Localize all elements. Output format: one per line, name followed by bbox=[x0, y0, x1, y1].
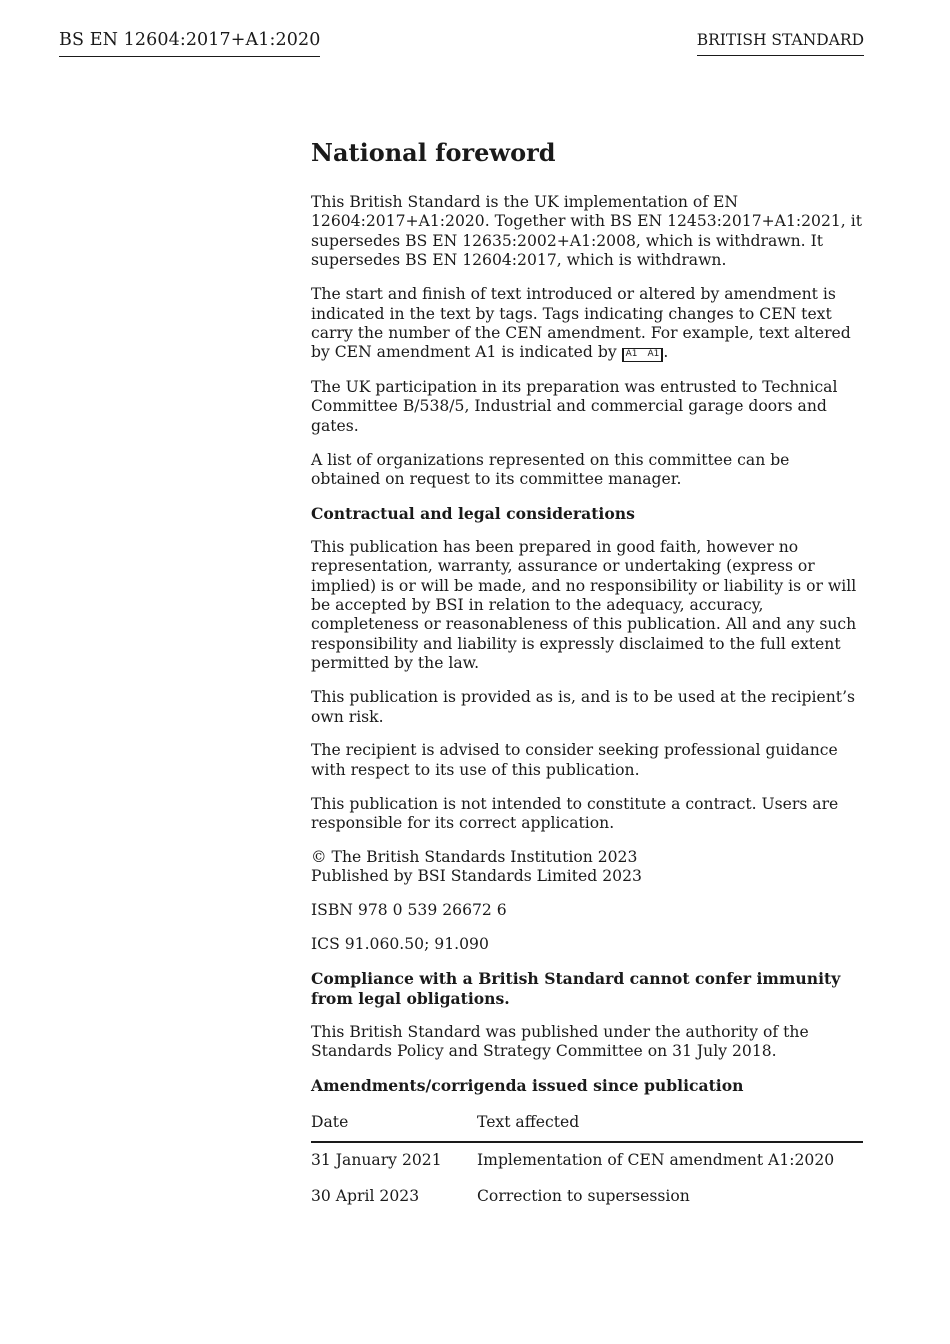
published-by-line: Published by BSI Standards Limited 2023 bbox=[311, 867, 642, 886]
authority-paragraph: This British Standard was published under the authority of the Standards Policy and Strategy Committee on 31 July 2018. bbox=[311, 1022, 809, 1060]
compliance-notice: Compliance with a British Standard cannot confer immunity from legal obligations. bbox=[311, 969, 841, 1008]
column-header-date: Date bbox=[311, 1110, 477, 1142]
series-header: BRITISH STANDARD bbox=[697, 31, 864, 56]
contractual-heading: Contractual and legal considerations bbox=[311, 503, 635, 523]
committee-paragraph: The UK participation in its preparation was entrusted to Technical Committee B/538/5, Industrial and commercial garage doors and gates. bbox=[311, 377, 838, 435]
amendment-tags-end: . bbox=[663, 343, 669, 362]
copyright-block bbox=[311, 848, 863, 887]
foreword-content bbox=[311, 138, 863, 1215]
copyright-line: © The British Standards Institution 2023 bbox=[311, 848, 638, 867]
amendment-date: 30 April 2023 bbox=[311, 1187, 420, 1206]
amendments-header-row bbox=[311, 1110, 863, 1142]
column-header-text-affected: Text affected bbox=[477, 1110, 863, 1142]
implementation-paragraph: This British Standard is the UK implementation of EN 12604:2017+A1:2020. Together with BS EN 12453:2017+A1:2021, it supersedes BS EN 12635:2002+A1:2008, which is withdrawn. It supersedes BS EN 12604:2017, which is withdrawn. bbox=[311, 193, 862, 270]
amendment-close-tag-icon: A1 bbox=[642, 348, 663, 362]
amendment-text: Implementation of CEN amendment A1:2020 bbox=[477, 1151, 835, 1170]
amendment-tags-text: The start and finish of text introduced or altered by amendment is indicated in the text by tags. Tags indicating changes to CEN text carry the number of the CEN amendment. For example, text altered by CEN amendment A1 is indicated by bbox=[311, 285, 851, 362]
organizations-paragraph: A list of organizations represented on this committee can be obtained on request to its committee manager. bbox=[311, 450, 790, 488]
amendment-open-tag-icon: A1 bbox=[622, 348, 643, 362]
amendment-text: Correction to supersession bbox=[477, 1187, 690, 1206]
amendments-heading: Amendments/corrigenda issued since publication bbox=[311, 1075, 744, 1095]
table-row bbox=[311, 1179, 863, 1215]
page-title: National foreword bbox=[311, 138, 556, 167]
isbn-line: ISBN 978 0 539 26672 6 bbox=[311, 901, 507, 920]
table-row bbox=[311, 1142, 863, 1179]
document-id-header: BS EN 12604:2017+A1:2020 bbox=[59, 30, 320, 57]
good-faith-paragraph: This publication has been prepared in good faith, however no representation, warranty, assurance or undertaking (express or implied) is or will be made, and no responsibility or liability is or will be accepted by BSI in relation to the adequacy, accuracy, completeness or reasonableness of this publication. All and any such responsibility and liability is expressly disclaimed to the full extent permitted by the law. bbox=[311, 537, 857, 673]
not-a-contract-paragraph: This publication is not intended to constitute a contract. Users are responsible for its correct application. bbox=[311, 794, 839, 833]
amendment-tags-paragraph bbox=[311, 285, 863, 363]
amendment-date: 31 January 2021 bbox=[311, 1151, 442, 1170]
ics-line: ICS 91.060.50; 91.090 bbox=[311, 935, 489, 954]
own-risk-paragraph: This publication is provided as is, and is to be used at the recipient’s own risk. bbox=[311, 688, 856, 726]
amendments-table bbox=[311, 1110, 863, 1215]
professional-guidance-paragraph: The recipient is advised to consider seeking professional guidance with respect to its use of this publication. bbox=[311, 741, 838, 779]
